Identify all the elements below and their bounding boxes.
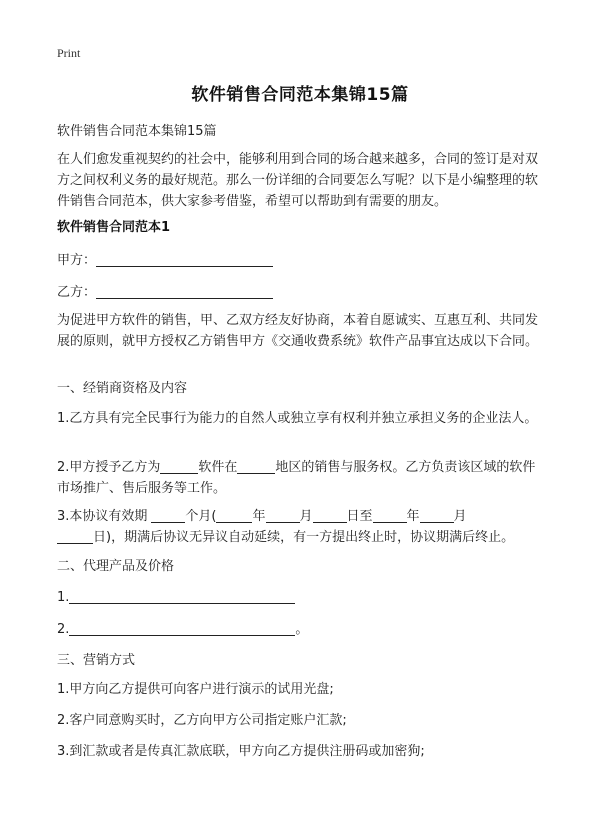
end-day-blank: [57, 528, 93, 544]
clause-1-3-text-c: 年: [252, 509, 266, 524]
product-line-1-blank: [69, 588, 295, 604]
party-a-blank: [96, 251, 273, 267]
product-line-1-number: 1.: [57, 590, 70, 605]
marketing-item-3: 3.到汇款或者是传真汇款底联，甲方向乙方提供注册码或加密狗;: [57, 744, 425, 759]
region-blank: [237, 458, 275, 474]
product-line-2-number: 2.: [57, 622, 70, 637]
party-b-label: 乙方：: [57, 285, 97, 300]
clause-1-3-text-a: 3.本协议有效期: [57, 509, 148, 524]
section-heading-1: 软件销售合同范本1: [57, 220, 171, 235]
intro-paragraph: 在人们愈发重视契约的社会中，能够利用到合同的场合越来越多，合同的签订是对双方之间权利义务的最好规范。那么一份详细的合同要怎么写呢？以下是小编整理的软件销售合同范本，供大家参考借鉴，希望可以帮助到有需要的朋友。: [57, 152, 539, 209]
party-b-line: [57, 282, 547, 303]
heading-dealer-qualification: 一、经销商资格及内容: [57, 381, 188, 396]
heading-marketing: 三、营销方式: [57, 653, 136, 668]
software-name-blank: [160, 458, 198, 474]
party-b-blank: [96, 283, 273, 299]
product-line-1: [57, 587, 547, 608]
party-a-label: 甲方：: [57, 253, 97, 268]
heading-products-prices: 二、代理产品及价格: [57, 559, 175, 574]
clause-1-3-text-h: 日)，期满后协议无异议自动延续，有一方提出终止时，协议期满后终止。: [93, 530, 515, 545]
clause-1-3: [57, 506, 547, 548]
clause-1-3-text-b: 个月(: [185, 509, 217, 524]
clause-1-2-text-b: 软件在: [198, 460, 238, 475]
product-line-2-end: 。: [295, 622, 309, 637]
end-year-blank: [373, 507, 407, 523]
marketing-item-2: 2.客户同意购买时，乙方向甲方公司指定账户汇款;: [57, 713, 347, 728]
start-year-blank: [216, 507, 252, 523]
end-month-blank: [420, 507, 454, 523]
product-line-2: [57, 619, 547, 640]
document-title: 软件销售合同范本集锦15篇: [191, 85, 409, 105]
clause-1-1: 1.乙方具有完全民事行为能力的自然人或独立享有权利并独立承担义务的企业法人。: [57, 411, 538, 426]
start-month-blank: [266, 507, 300, 523]
clause-1-2: [57, 457, 547, 499]
clause-1-3-text-f: 年: [406, 509, 420, 524]
clause-1-2-text-c: 地区的销售与服务权。乙方负责该区域的软件市场推广、售后服务等工作。: [57, 460, 536, 496]
clause-1-3-text-g: 月: [453, 509, 467, 524]
preamble-paragraph: 为促进甲方软件的销售，甲、乙双方经友好协商，本着自愿诚实、互惠互利、共同发展的原则，就甲方授权乙方销售甲方《交通收费系统》软件产品事宜达成以下合同。: [57, 313, 539, 349]
start-day-blank: [313, 507, 347, 523]
months-blank: [151, 507, 185, 523]
marketing-item-1: 1.甲方向乙方提供可向客户进行演示的试用光盘;: [57, 682, 334, 697]
clause-1-3-text-d: 月: [299, 509, 313, 524]
product-line-2-blank: [69, 620, 295, 636]
clause-1-2-text-a: 2.甲方授予乙方为: [57, 460, 161, 475]
print-label[interactable]: Print: [57, 46, 81, 60]
party-a-line: [57, 250, 547, 271]
clause-1-3-text-e: 日至: [346, 509, 373, 524]
document-subtitle: 软件销售合同范本集锦15篇: [57, 124, 217, 139]
